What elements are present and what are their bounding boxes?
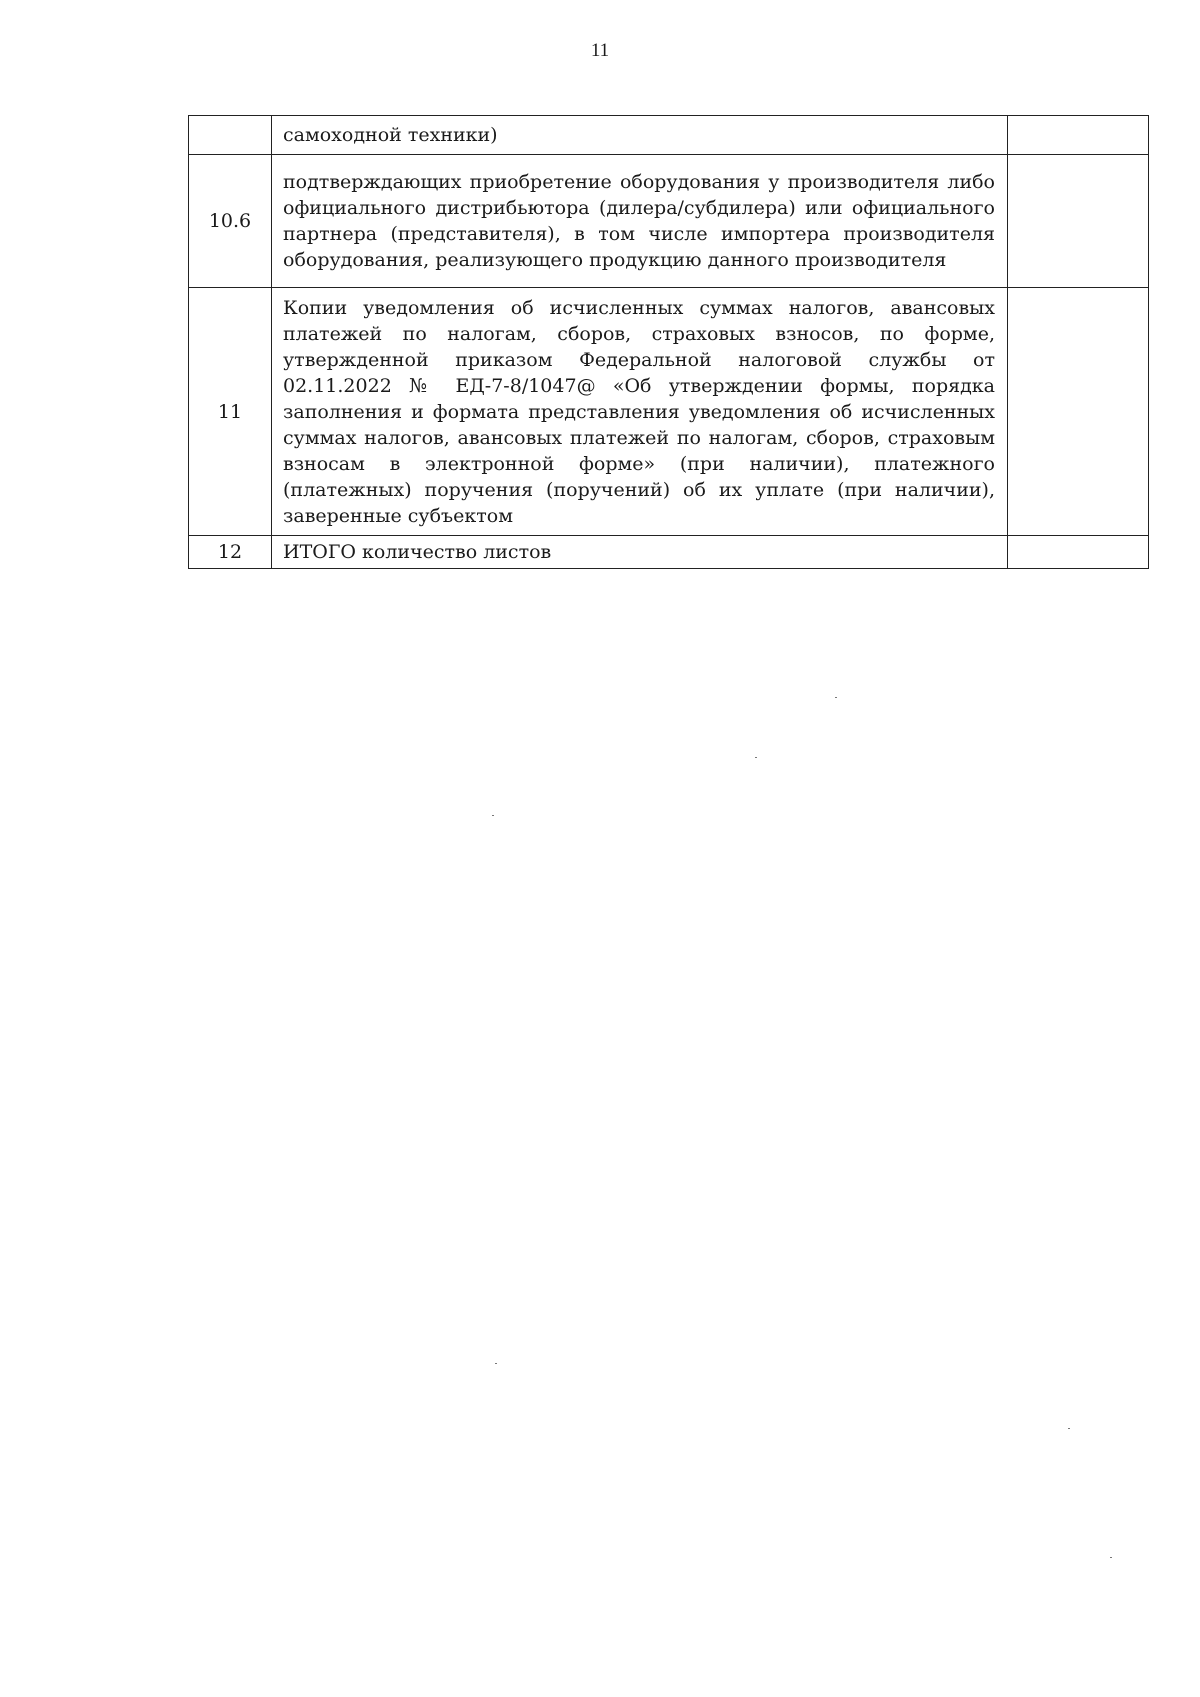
scan-speck <box>1110 1557 1112 1558</box>
row-number: 12 <box>189 536 272 569</box>
table-row <box>189 116 1149 155</box>
scan-speck <box>492 815 494 816</box>
row-value-cell <box>1008 288 1149 536</box>
row-number <box>189 116 272 155</box>
row-description: самоходной техники) <box>272 116 1008 155</box>
row-number: 11 <box>189 288 272 536</box>
scan-speck <box>1068 1428 1070 1429</box>
table-row <box>189 288 1149 536</box>
document-table <box>188 115 1149 569</box>
scan-speck <box>755 757 757 758</box>
page-number: 11 <box>590 40 610 61</box>
table-row <box>189 536 1149 569</box>
row-number: 10.6 <box>189 155 272 288</box>
table-row <box>189 155 1149 288</box>
row-value-cell <box>1008 155 1149 288</box>
row-description: Копии уведомления об исчисленных суммах налогов, авансовых платежей по налогам, сборов, страховых взносов, по форме, утвержденной приказом Федеральной налоговой службы от 02.11.2022 № ЕД-7-8/1047@ «Об утверждении формы, порядка заполнения и формата представления уведомления об исчисленных суммах налогов, авансовых платежей по налогам, сборов, страховым взносам в электронной форме» (при наличии), платежного (платежных) поручения (поручений) об их уплате (при наличии), заверенные субъектом <box>272 288 1008 536</box>
row-value-cell <box>1008 536 1149 569</box>
scan-speck <box>495 1363 497 1364</box>
row-description: ИТОГО количество листов <box>272 536 1008 569</box>
row-value-cell <box>1008 116 1149 155</box>
scan-speck <box>835 697 837 698</box>
row-description: подтверждающих приобретение оборудования у производителя либо официального дистрибьютора (дилера/субдилера) или официального партнера (представителя), в том числе импортера производителя оборудования, реализующего продукцию данного производителя <box>272 155 1008 288</box>
